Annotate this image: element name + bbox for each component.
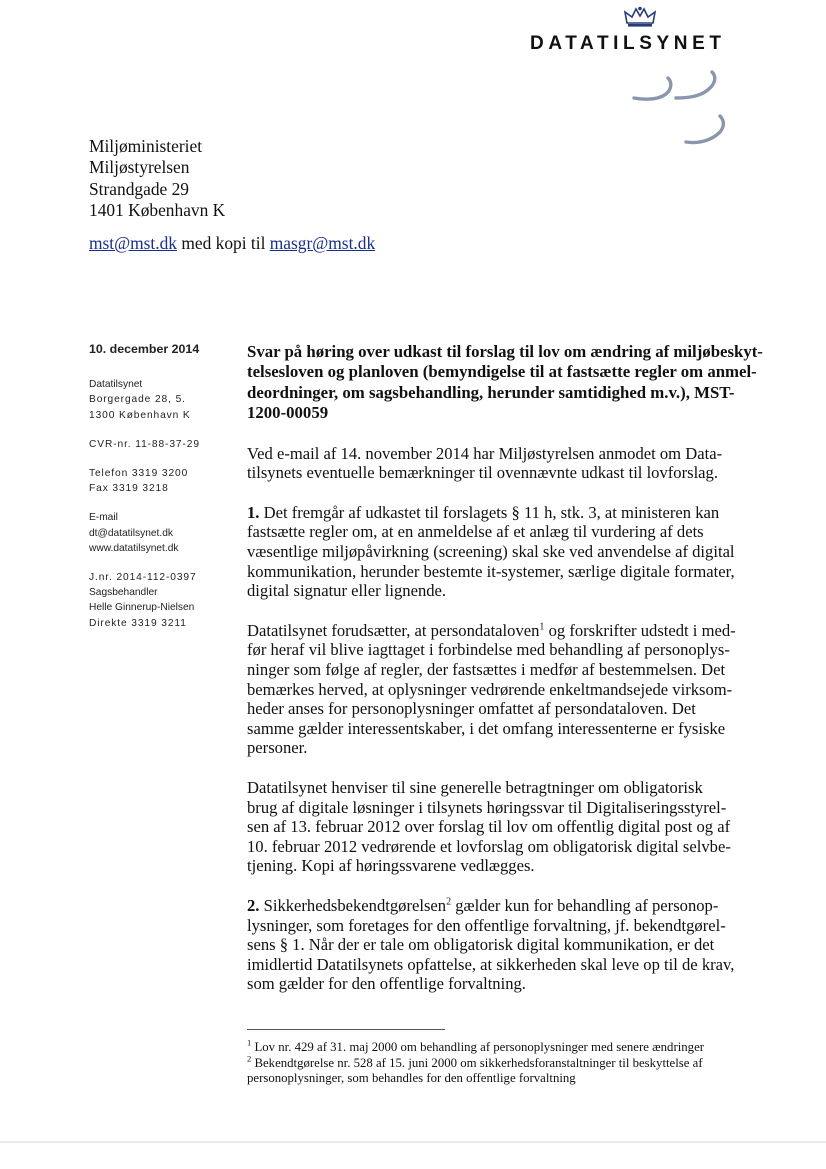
contact-block	[89, 510, 239, 556]
footnote-1	[247, 1037, 767, 1056]
section-number: 1.	[247, 502, 260, 522]
text-line: Datatilsynet henviser til sine generelle betragtninger om obligatorisk	[247, 777, 703, 797]
text-line: Ved e-mail af 14. november 2014 har Miljøstyrelsen anmodet om Data-	[247, 443, 723, 463]
text-fragment: Datatilsynet forudsætter, at persondataloven	[247, 620, 540, 640]
text-fragment: gælder kun for behandling af personop-	[451, 895, 719, 915]
letter-subject	[247, 342, 767, 424]
letter-body	[247, 342, 767, 1014]
text-line: personer.	[247, 738, 308, 758]
subject-line: 1200-00059	[247, 403, 329, 423]
text-line: heder anses for personoplysninger omfattet af persondataloven. Det	[247, 699, 696, 719]
phone-number: Telefon 3319 3200	[89, 468, 189, 480]
email-join-text: med kopi til	[177, 233, 270, 253]
text-line: ninger som følge af regler, der fastsættes i medfør af bestemmelsen. Det	[247, 659, 726, 679]
paragraph-4	[247, 896, 767, 994]
letter-date: 10. december 2014	[89, 342, 200, 356]
footnote-number: 1	[247, 1037, 252, 1048]
text-line: før heraf vil blive iagttaget i forbindelse med behandling af personoplys-	[247, 640, 730, 660]
swirl-logo-icon	[628, 68, 728, 152]
brand-name: DATATILSYNET	[530, 33, 726, 54]
sender-city: 1300 København K	[89, 409, 191, 421]
text-line: lysninger, som foretages for den offentlige forvaltning, jf. bekendtgørel-	[247, 915, 726, 935]
text-line: samme gælder interessentskaber, i det omfang interessenterne er fysiske	[247, 718, 726, 738]
address-line: 1401 København K	[89, 200, 226, 221]
text-line: som gælder for den offentlige forvaltning.	[247, 974, 526, 994]
recipient-emails	[89, 233, 375, 254]
text-line	[247, 503, 767, 523]
text-line: brug af digitale løsninger i tilsynets høringssvar til Digitaliseringsstyrel-	[247, 797, 727, 817]
text-line: tjening. Kopi af høringssvarene vedlægges.	[247, 856, 535, 876]
section-number: 2.	[247, 895, 260, 915]
phone-block	[89, 466, 239, 496]
text-line: kommunikation, herunder bestemte it-systemer, særlige digitale formater,	[247, 561, 735, 581]
text-fragment: og forskrifter udstedt i med-	[544, 620, 736, 640]
sender-street: Borgergade 28, 5.	[89, 394, 186, 406]
text-line	[247, 896, 767, 916]
fax-number: Fax 3319 3218	[89, 483, 169, 495]
address-line: Miljøstyrelsen	[89, 157, 190, 178]
footnote-2-continued: personoplysninger, som behandles for den offentlige forvaltning	[247, 1071, 576, 1086]
crown-icon	[623, 6, 657, 28]
text-line: fastsætte regler om, at en anmeldelse af et anlæg til vurdering af dets	[247, 522, 704, 542]
intro-paragraph	[247, 444, 767, 483]
sender-address	[89, 377, 239, 423]
address-line: Miljøministeriet	[89, 136, 203, 156]
text-line: tilsynets eventuelle bemærkninger til ovennævnte udkast til lovforslag.	[247, 463, 718, 483]
handler-name: Helle Ginnerup-Nielsen	[89, 602, 195, 614]
footnote-divider	[247, 1029, 445, 1030]
subject-line: telsesloven og planloven (bemyndigelse til at fastsætte regler om anmel-	[247, 362, 757, 382]
page-bottom-edge	[0, 1141, 826, 1143]
footnote-ref[interactable]: 2	[446, 896, 452, 908]
direct-phone: Direkte 3319 3211	[89, 617, 187, 629]
email-link-copy[interactable]: masgr@mst.dk	[269, 233, 376, 253]
text-line: digital signatur eller lignende.	[247, 581, 447, 601]
footnote-2	[247, 1053, 767, 1072]
email-link-primary[interactable]: mst@mst.dk	[89, 233, 178, 253]
email-label: E-mail	[89, 512, 118, 524]
text-line: 10. februar 2012 vedrørende et lovforslag om obligatorisk digital selvbe-	[247, 836, 731, 856]
handler-label: Sagsbehandler	[89, 587, 158, 599]
cvr-number: CVR-nr. 11-88-37-29	[89, 438, 200, 450]
subject-line: Svar på høring over udkast til forslag til lov om ændring af miljøbeskyt-	[247, 342, 763, 361]
text-line: imidlertid Datatilsynets opfattelse, at sikkerheden skal leve op til de krav,	[247, 954, 735, 974]
paragraph-1	[247, 503, 767, 601]
text-line: sen af 13. februar 2012 over forslag til lov om offentlig digital post og af	[247, 817, 731, 837]
footnote-number: 2	[247, 1053, 252, 1064]
sender-email[interactable]: dt@datatilsynet.dk	[89, 527, 173, 539]
text-line: væsentlige miljøpåvirkning (screening) skal ske ved anvendelse af digital	[247, 542, 735, 561]
footnotes	[247, 1037, 767, 1087]
text-line	[247, 621, 767, 641]
footnote-text: Lov nr. 429 af 31. maj 2000 om behandling af personoplysninger med senere ændringer	[251, 1040, 705, 1054]
address-line: Strandgade 29	[89, 178, 189, 199]
sender-org: Datatilsynet	[89, 379, 143, 391]
footnote-ref[interactable]: 1	[539, 621, 545, 633]
case-block	[89, 570, 239, 631]
recipient-address	[89, 136, 225, 222]
subject-line: deordninger, om sagsbehandling, herunder samtidighed m.v.), MST-	[247, 382, 735, 402]
text-line: sens § 1. Når der er tale om obligatorisk digital kommunikation, er det	[247, 935, 715, 955]
sender-info-sidebar	[89, 342, 239, 645]
journal-number: J.nr. 2014-112-0397	[89, 572, 197, 584]
footnote-text: Bekendtgørelse nr. 528 af 15. juni 2000 om sikkerhedsforanstaltninger til beskyttelse af	[251, 1055, 703, 1070]
paragraph-2	[247, 621, 767, 758]
sender-website[interactable]: www.datatilsynet.dk	[89, 542, 179, 554]
text-fragment: Sikkerhedsbekendtgørelsen	[259, 895, 447, 915]
text-fragment: Det fremgår af udkastet til forslagets § 11 h, stk. 3, at ministeren kan	[259, 502, 720, 522]
paragraph-3	[247, 778, 767, 876]
text-line: bemærkes herved, at oplysninger vedrørende enkeltmandsejede virksom-	[247, 679, 733, 699]
